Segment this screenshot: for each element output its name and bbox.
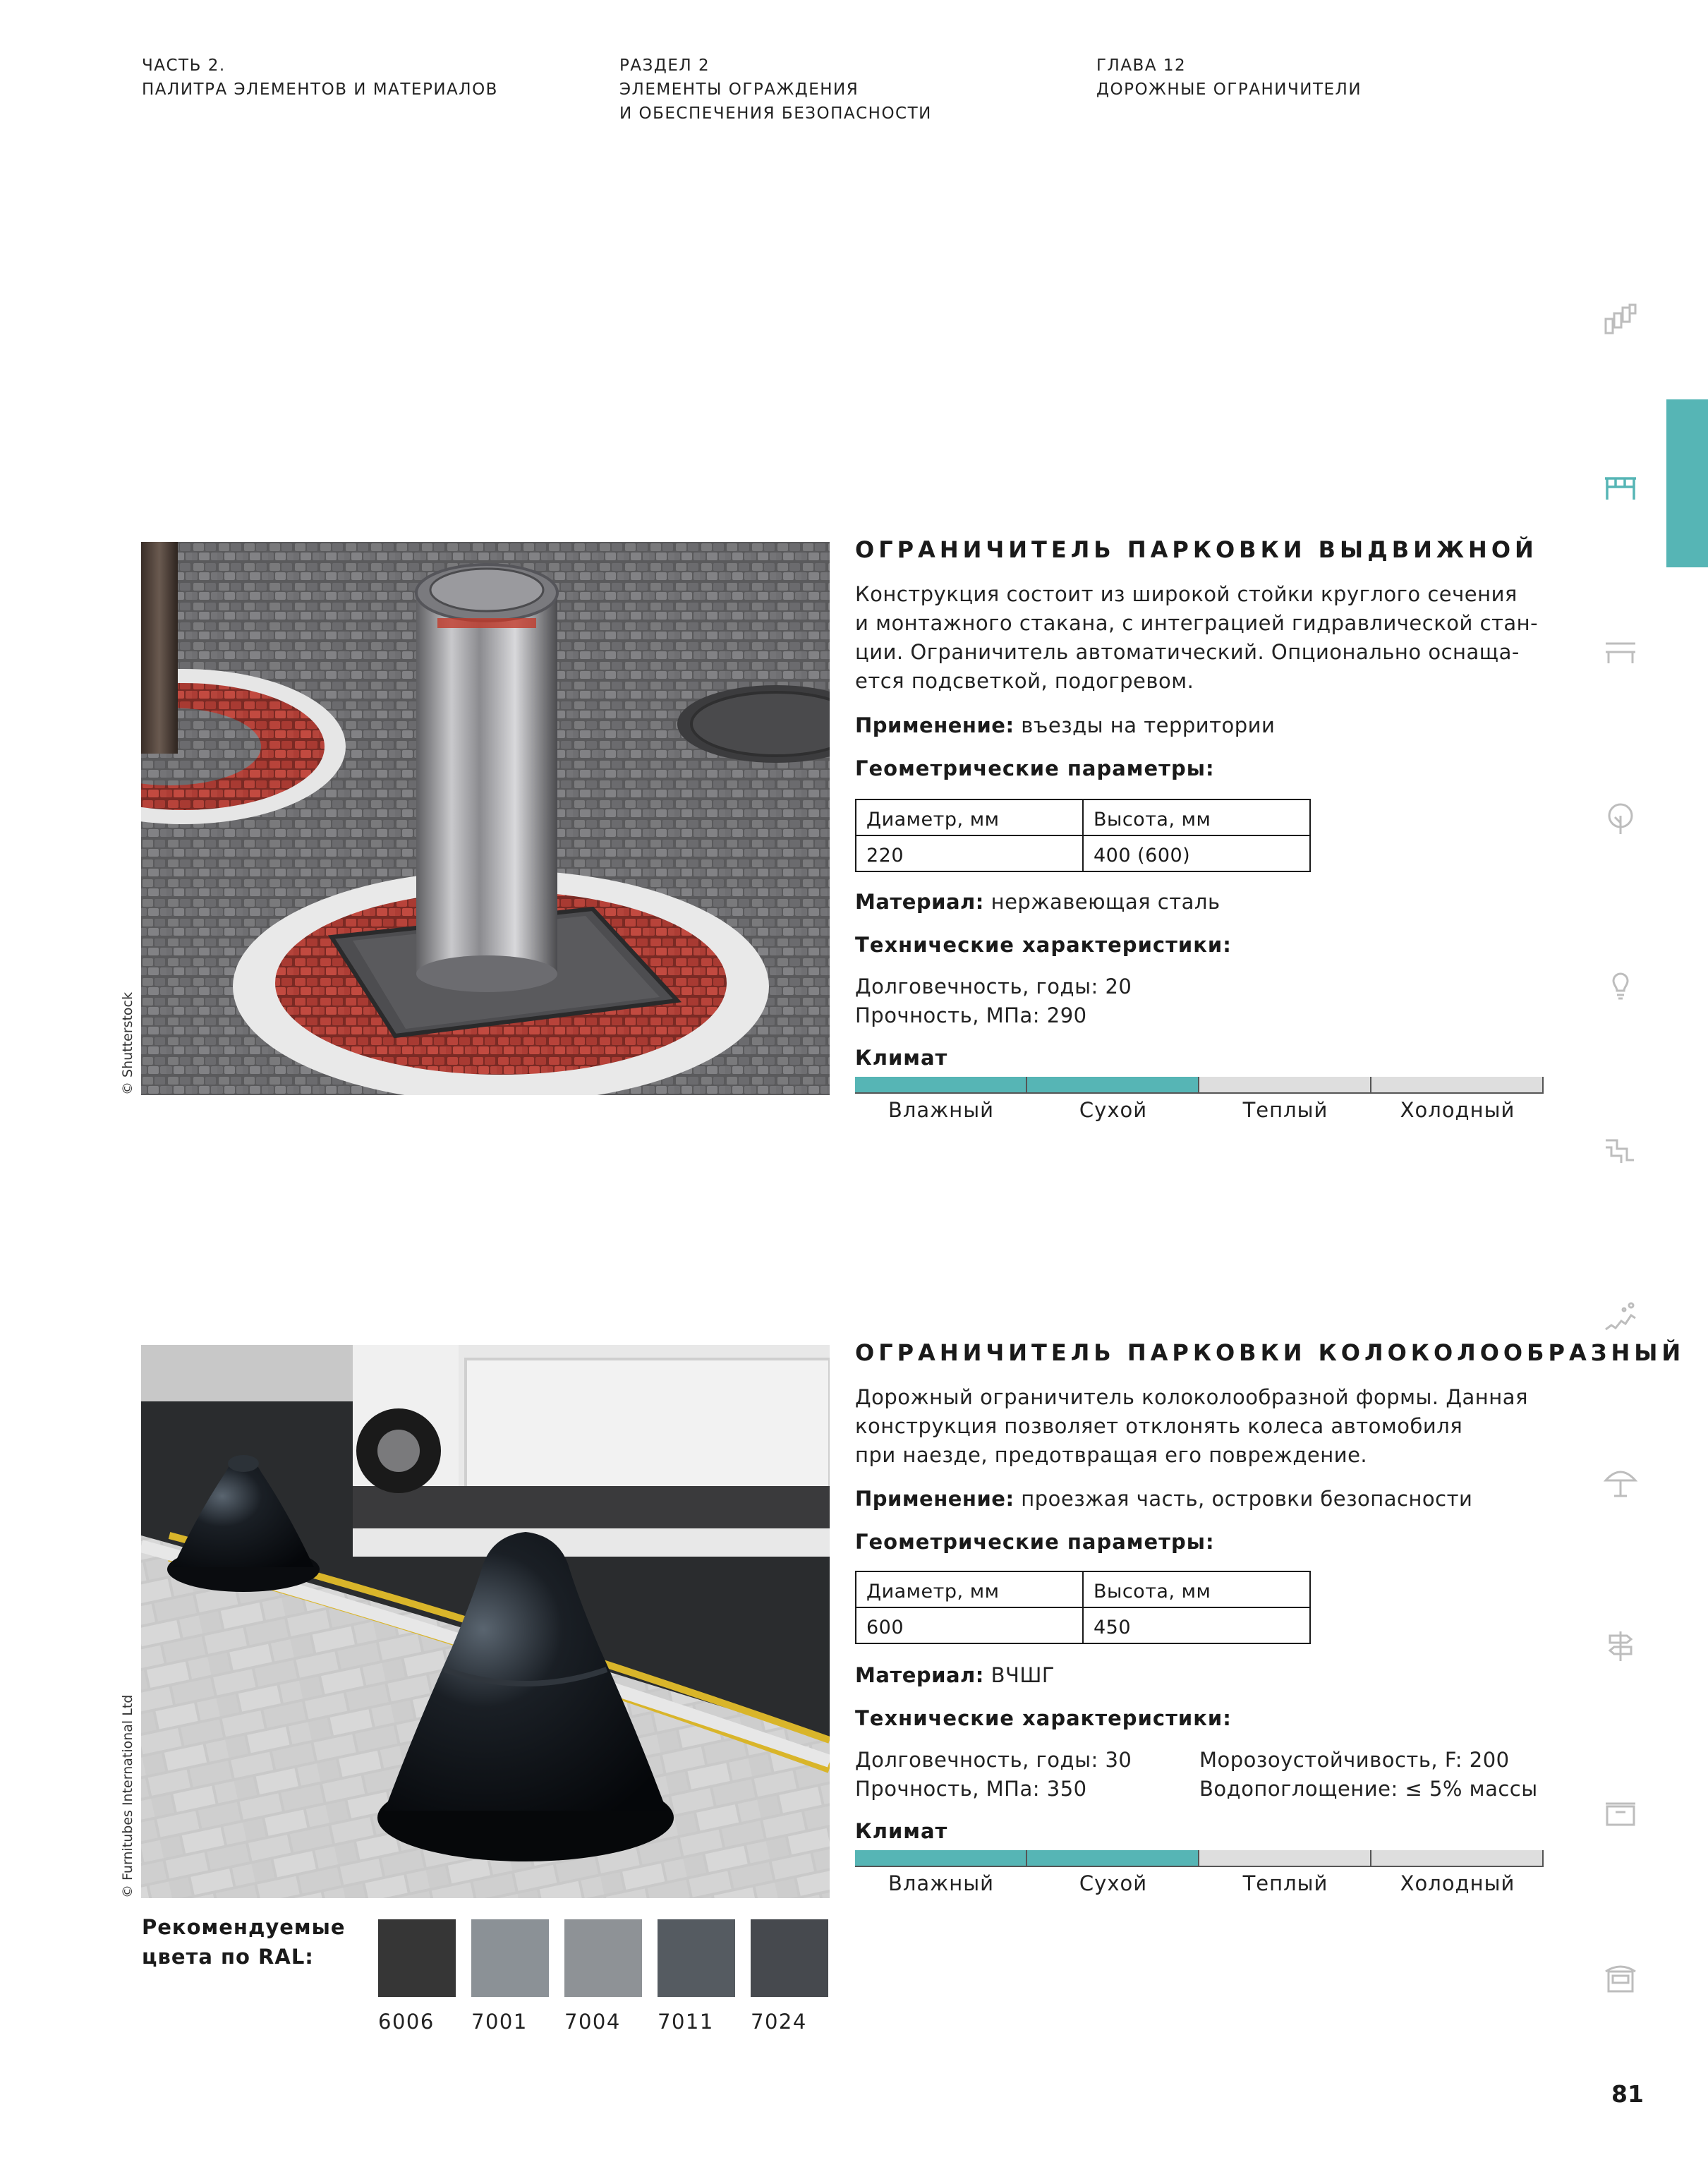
product2-photo xyxy=(141,1345,830,1898)
tech-line: Долговечность, годы: 20 xyxy=(855,974,1132,998)
geometry-header-height: Высота, мм xyxy=(1083,1571,1310,1607)
tech-line: Прочность, МПа: 290 xyxy=(855,1003,1087,1027)
climate-segment-warm xyxy=(1199,1077,1371,1094)
geometry-value-diameter: 220 xyxy=(856,835,1083,871)
header-section-line: РАЗДЕЛ 2 xyxy=(619,56,710,75)
product2-tech-label: Технические характеристики: xyxy=(855,1706,1232,1730)
description-line: ется подсветкой, подогревом. xyxy=(855,669,1194,693)
header-section-line: ЭЛЕМЕНТЫ ОГРАЖДЕНИЯ xyxy=(619,80,859,99)
climate-label-dry: Сухой xyxy=(1079,1871,1148,1895)
ral-code: 7004 xyxy=(564,2010,621,2034)
product2-application xyxy=(855,1485,1472,1514)
ral-label-line: Рекомендуемые xyxy=(142,1915,346,1939)
climate-segment-dry xyxy=(1027,1077,1199,1094)
description-line: Дорожный ограничитель колоколообразной формы. Данная xyxy=(855,1385,1528,1409)
material-label: Материал: xyxy=(855,890,984,914)
description-line: и монтажного стакана, с интеграцией гидравлической стан- xyxy=(855,611,1539,635)
fence-icon[interactable] xyxy=(1603,471,1638,507)
product2-climate-label: Климат xyxy=(855,1819,948,1843)
description-line: ции. Ограничитель автоматический. Опционально оснаща- xyxy=(855,640,1520,664)
application-value: проезжая часть, островки безопасности xyxy=(1021,1487,1473,1511)
application-value: въезды на территории xyxy=(1021,713,1276,737)
material-value: нержавеющая сталь xyxy=(991,890,1221,914)
tech-line: Долговечность, годы: 30 xyxy=(855,1748,1132,1772)
ral-code: 6006 xyxy=(378,2010,435,2034)
geometry-value-diameter: 600 xyxy=(856,1607,1083,1643)
ral-swatch-7004 xyxy=(564,1919,642,1997)
product1-photo-credit: © Shutterstock xyxy=(120,991,135,1095)
bollard-bell-illustration xyxy=(141,1345,830,1898)
product2-title: ОГРАНИЧИТЕЛЬ ПАРКОВКИ КОЛОКОЛООБРАЗНЫЙ xyxy=(855,1339,1685,1366)
header-chapter xyxy=(1096,54,1362,102)
product2-photo-credit: © Furnitubes International Ltd xyxy=(120,1694,135,1898)
page-number: 81 xyxy=(1611,2080,1644,2108)
geometry-header-diameter: Диаметр, мм xyxy=(856,799,1083,835)
ral-code: 7011 xyxy=(658,2010,714,2034)
product1-title: ОГРАНИЧИТЕЛЬ ПАРКОВКИ ВЫДВИЖНОЙ xyxy=(855,536,1538,563)
climate-segment-humid xyxy=(855,1077,1027,1094)
material-label: Материал: xyxy=(855,1663,984,1687)
product2-tech-left xyxy=(855,1746,1132,1804)
ral-swatch-7024 xyxy=(751,1919,828,1997)
product1-description xyxy=(855,580,1553,696)
header-part xyxy=(142,54,498,102)
geometry-value-height: 400 (600) xyxy=(1083,835,1310,871)
ral-label-line: цвета по RAL: xyxy=(142,1945,314,1969)
climate-label-humid: Влажный xyxy=(888,1098,995,1122)
header-chapter-line: ДОРОЖНЫЕ ОГРАНИЧИТЕЛИ xyxy=(1096,80,1362,99)
bollard-retractable-illustration xyxy=(141,542,830,1095)
header-section xyxy=(619,54,932,126)
climate-label-cold: Холодный xyxy=(1400,1871,1515,1895)
ral-swatch-7011 xyxy=(658,1919,735,1997)
product1-geometry-table xyxy=(855,799,1311,872)
header-part-line: ЧАСТЬ 2. xyxy=(142,56,226,75)
application-label: Применение: xyxy=(855,713,1014,737)
product1-application xyxy=(855,711,1275,740)
ral-label xyxy=(142,1912,346,1972)
tech-line: Водопоглощение: ≤ 5% массы xyxy=(1199,1777,1538,1801)
climate-label-cold: Холодный xyxy=(1400,1098,1515,1122)
lightbulb-icon[interactable] xyxy=(1603,967,1638,1002)
climate-label-humid: Влажный xyxy=(888,1871,995,1895)
geometry-header-height: Высота, мм xyxy=(1083,799,1310,835)
climate-segment-warm xyxy=(1199,1850,1371,1867)
product1-climate-label: Климат xyxy=(855,1046,948,1070)
tech-line: Морозоустойчивость, F: 200 xyxy=(1199,1748,1510,1772)
signpost-icon[interactable] xyxy=(1603,1629,1638,1664)
ral-code: 7001 xyxy=(471,2010,528,2034)
product2-climate-labels xyxy=(855,1871,1544,1895)
climate-segment-cold xyxy=(1371,1850,1544,1867)
product2-material xyxy=(855,1661,1055,1690)
ral-code: 7024 xyxy=(751,2010,807,2034)
climate-label-warm: Теплый xyxy=(1242,1871,1328,1895)
header-section-line: И ОБЕСПЕЧЕНИЯ БЕЗОПАСНОСТИ xyxy=(619,104,932,123)
product1-tech-lines xyxy=(855,972,1132,1030)
geometry-header-diameter: Диаметр, мм xyxy=(856,1571,1083,1607)
product2-geometry-table xyxy=(855,1571,1311,1644)
climate-label-dry: Сухой xyxy=(1079,1098,1148,1122)
product1-geometry-label: Геометрические параметры: xyxy=(855,756,1215,780)
umbrella-icon[interactable] xyxy=(1603,1463,1638,1499)
pipe-icon[interactable] xyxy=(1603,1133,1638,1169)
material-value: ВЧШГ xyxy=(991,1663,1055,1687)
stairs-icon[interactable] xyxy=(1603,1298,1638,1334)
product1-tech-label: Технические характеристики: xyxy=(855,933,1232,957)
description-line: при наезде, предотвращая его повреждение. xyxy=(855,1443,1368,1467)
product2-description xyxy=(855,1383,1553,1470)
ral-swatch-6006 xyxy=(378,1919,456,1997)
bench-icon[interactable] xyxy=(1603,635,1638,670)
product1-climate-labels xyxy=(855,1098,1544,1122)
kiosk-icon[interactable] xyxy=(1603,1960,1638,1996)
product2-tech-right xyxy=(1199,1746,1538,1804)
product2-geometry-label: Геометрические параметры: xyxy=(855,1530,1215,1554)
product1-photo xyxy=(141,542,830,1095)
tree-icon[interactable] xyxy=(1603,802,1638,837)
geometry-value-height: 450 xyxy=(1083,1607,1310,1643)
product2-climate-bar xyxy=(855,1850,1544,1867)
container-icon[interactable] xyxy=(1603,1795,1638,1830)
description-line: Конструкция состоит из широкой стойки круглого сечения xyxy=(855,582,1518,606)
product1-climate-bar xyxy=(855,1077,1544,1094)
tech-line: Прочность, МПа: 350 xyxy=(855,1777,1087,1801)
climate-segment-humid xyxy=(855,1850,1027,1867)
blocks-icon[interactable] xyxy=(1603,303,1638,339)
header-part-line: ПАЛИТРА ЭЛЕМЕНТОВ И МАТЕРИАЛОВ xyxy=(142,80,498,99)
application-label: Применение: xyxy=(855,1487,1014,1511)
climate-label-warm: Теплый xyxy=(1242,1098,1328,1122)
header-chapter-line: ГЛАВА 12 xyxy=(1096,56,1187,75)
climate-segment-dry xyxy=(1027,1850,1199,1867)
description-line: конструкция позволяет отклонять колеса автомобиля xyxy=(855,1414,1463,1438)
climate-segment-cold xyxy=(1371,1077,1544,1094)
ral-swatch-7001 xyxy=(471,1919,549,1997)
product1-material xyxy=(855,888,1221,917)
section-tab-marker xyxy=(1666,399,1708,567)
